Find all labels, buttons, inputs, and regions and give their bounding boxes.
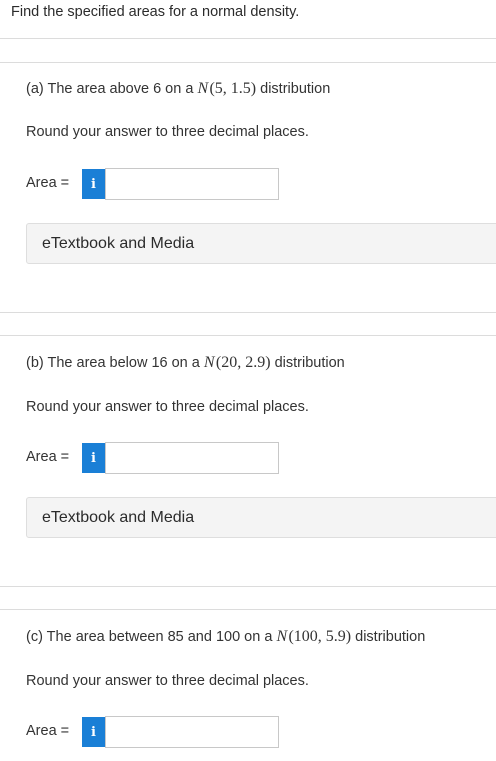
part-a-rounding-note: Round your answer to three decimal places. — [26, 124, 309, 140]
part-c-answer-input[interactable] — [105, 716, 279, 748]
question-header: Find the specified areas for a normal density. — [11, 4, 300, 20]
info-icon[interactable]: i — [82, 717, 105, 747]
part-a-area-label: Area = — [26, 175, 70, 191]
part-c-rounding-note: Round your answer to three decimal places. — [26, 673, 309, 689]
divider — [0, 609, 496, 610]
divider — [0, 335, 496, 336]
divider — [0, 38, 496, 39]
part-b-area-label: Area = — [26, 449, 70, 465]
part-b-etextbook-media[interactable]: eTextbook and Media — [26, 497, 496, 538]
part-c-prompt: (c) The area between 85 and 100 on a N (100, 5.9) distribution — [26, 628, 426, 645]
part-b-rounding-note: Round your answer to three decimal places. — [26, 399, 309, 415]
divider — [0, 312, 496, 313]
part-a-etextbook-media[interactable]: eTextbook and Media — [26, 223, 496, 264]
part-a-prompt: (a) The area above 6 on a N (5, 1.5) distribution — [26, 80, 331, 97]
divider — [0, 62, 496, 63]
part-a-answer-input[interactable] — [105, 168, 279, 200]
divider — [0, 586, 496, 587]
part-c-area-label: Area = — [26, 723, 70, 739]
part-b-prompt: (b) The area below 16 on a N (20, 2.9) distribution — [26, 354, 345, 371]
info-icon[interactable]: i — [82, 169, 105, 199]
part-b-answer-input[interactable] — [105, 442, 279, 474]
info-icon[interactable]: i — [82, 443, 105, 473]
